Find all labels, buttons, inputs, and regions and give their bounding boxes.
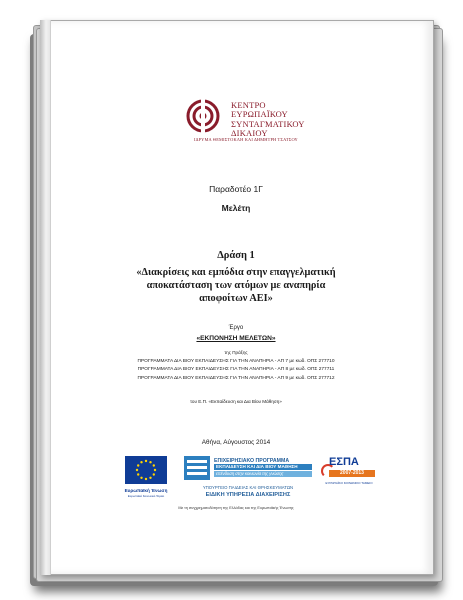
- eu-flag-icon: [125, 456, 167, 484]
- op-line-title: ΕΚΠΑΙΔΕΥΣΗ ΚΑΙ ΔΙΑ ΒΙΟΥ ΜΑΘΗΣΗ: [214, 464, 312, 470]
- op-line-program: ΕΠΙΧΕΙΡΗΣΙΑΚΟ ΠΡΟΓΡΑΜΜΑ: [214, 458, 290, 464]
- document-type: Μελέτη: [221, 203, 251, 213]
- action-title-line: «Διακρίσεις και εμπόδια στην επαγγελματική: [136, 267, 336, 278]
- espa-subtitle: ΕΥΡΩΠΑΪΚΟ ΚΟΙΝΩΝΙΚΟ ΤΑΜΕΙΟ: [325, 481, 373, 485]
- op-mark-icon: [184, 456, 210, 480]
- op-line-slogan: επένδυση στην κοινωνία της γνώσης: [214, 471, 312, 477]
- logo-line: ΔΙΚΑΙΟΥ: [231, 127, 268, 138]
- managing-authority: ΕΙΔΙΚΗ ΥΠΗΡΕΣΙΑ ΔΙΑΧΕΙΡΙΣΗΣ: [205, 492, 291, 498]
- ministry-name: ΥΠΟΥΡΓΕΙΟ ΠΑΙΔΕΙΑΣ ΚΑΙ ΘΡΗΣΚΕΥΜΑΤΩΝ: [202, 485, 294, 490]
- project-title: «ΕΚΠΟΝΗΣΗ ΜΕΛΕΤΩΝ»: [196, 335, 276, 342]
- logo-line: ΕΥΡΩΠΑΪΚΟΥ: [231, 109, 288, 120]
- action-title-line: αποφοίτων ΑΕΙ»: [199, 293, 273, 304]
- logo-line: ΣΥΝΤΑΓΜΑΤΙΚΟΥ: [231, 118, 305, 129]
- program-line: ΠΡΟΓΡΑΜΜΑΤΑ ΔΙΑ ΒΙΟΥ ΕΚΠΑΙΔΕΥΣΗΣ ΓΙΑ ΤΗΝ ΑΝΑΠΗΡΙΑ - ΑΠ 7 με κωδ. ΟΠΣ 277710: [137, 359, 335, 364]
- action-title: [46, 266, 426, 305]
- program-line: ΠΡΟΓΡΑΜΜΑΤΑ ΔΙΑ ΒΙΟΥ ΕΚΠΑΙΔΕΥΣΗΣ ΓΙΑ ΤΗΝ ΑΝΑΠΗΡΙΑ - ΑΠ 8 με κωδ. ΟΠΣ 277711: [137, 367, 335, 373]
- programs-list: [46, 358, 426, 383]
- program-line: ΠΡΟΓΡΑΜΜΑΤΑ ΔΙΑ ΒΙΟΥ ΕΚΠΑΙΔΕΥΣΗΣ ΓΙΑ ΤΗΝ ΑΝΑΠΗΡΙΑ - ΑΠ 9 με κωδ. ΟΠΣ 277712: [137, 375, 335, 381]
- logo-mark-icon: [186, 99, 220, 133]
- eu-label: Ευρωπαϊκή Ένωση: [124, 488, 168, 493]
- action-heading: Δράση 1: [217, 250, 255, 261]
- deliverable-number: Παραδοτέο 1Γ: [209, 184, 263, 194]
- cofinancing-note: Με τη συγχρηματοδότηση της Ελλάδας και της Ευρωπαϊκής Ένωσης: [178, 506, 294, 510]
- logo-subtitle: ΙΔΡΥΜΑ ΘΕΜΙΣΤΟΚΛΗ ΚΑΙ ΔΗΜΗΤΡΗ ΤΣΑΤΣΟΥ: [194, 137, 298, 142]
- espa-years: 2007-2013: [329, 470, 375, 477]
- institution-logo: [186, 99, 386, 149]
- project-label: Έργο: [228, 325, 244, 331]
- axis-label: της Πράξης: [224, 350, 248, 355]
- logo-wordmark: [231, 101, 305, 138]
- document-date: Αθήνα, Αύγουστος 2014: [201, 439, 271, 446]
- espa-word: ΕΣΠΑ: [329, 456, 359, 468]
- operational-program-logo: [184, 456, 310, 482]
- espa-logo: [321, 456, 377, 496]
- logo-line: ΚΕΝΤΡΟ: [231, 100, 266, 110]
- operational-program: του Ε.Π. «Εκπαίδευση και Δια Βίου Μάθηση»: [190, 399, 282, 404]
- action-title-line: αποκατάσταση των ατόμων με αναπηρία: [146, 280, 326, 291]
- eu-subtitle: Ευρωπαϊκό Κοινωνικό Ταμείο: [127, 494, 165, 498]
